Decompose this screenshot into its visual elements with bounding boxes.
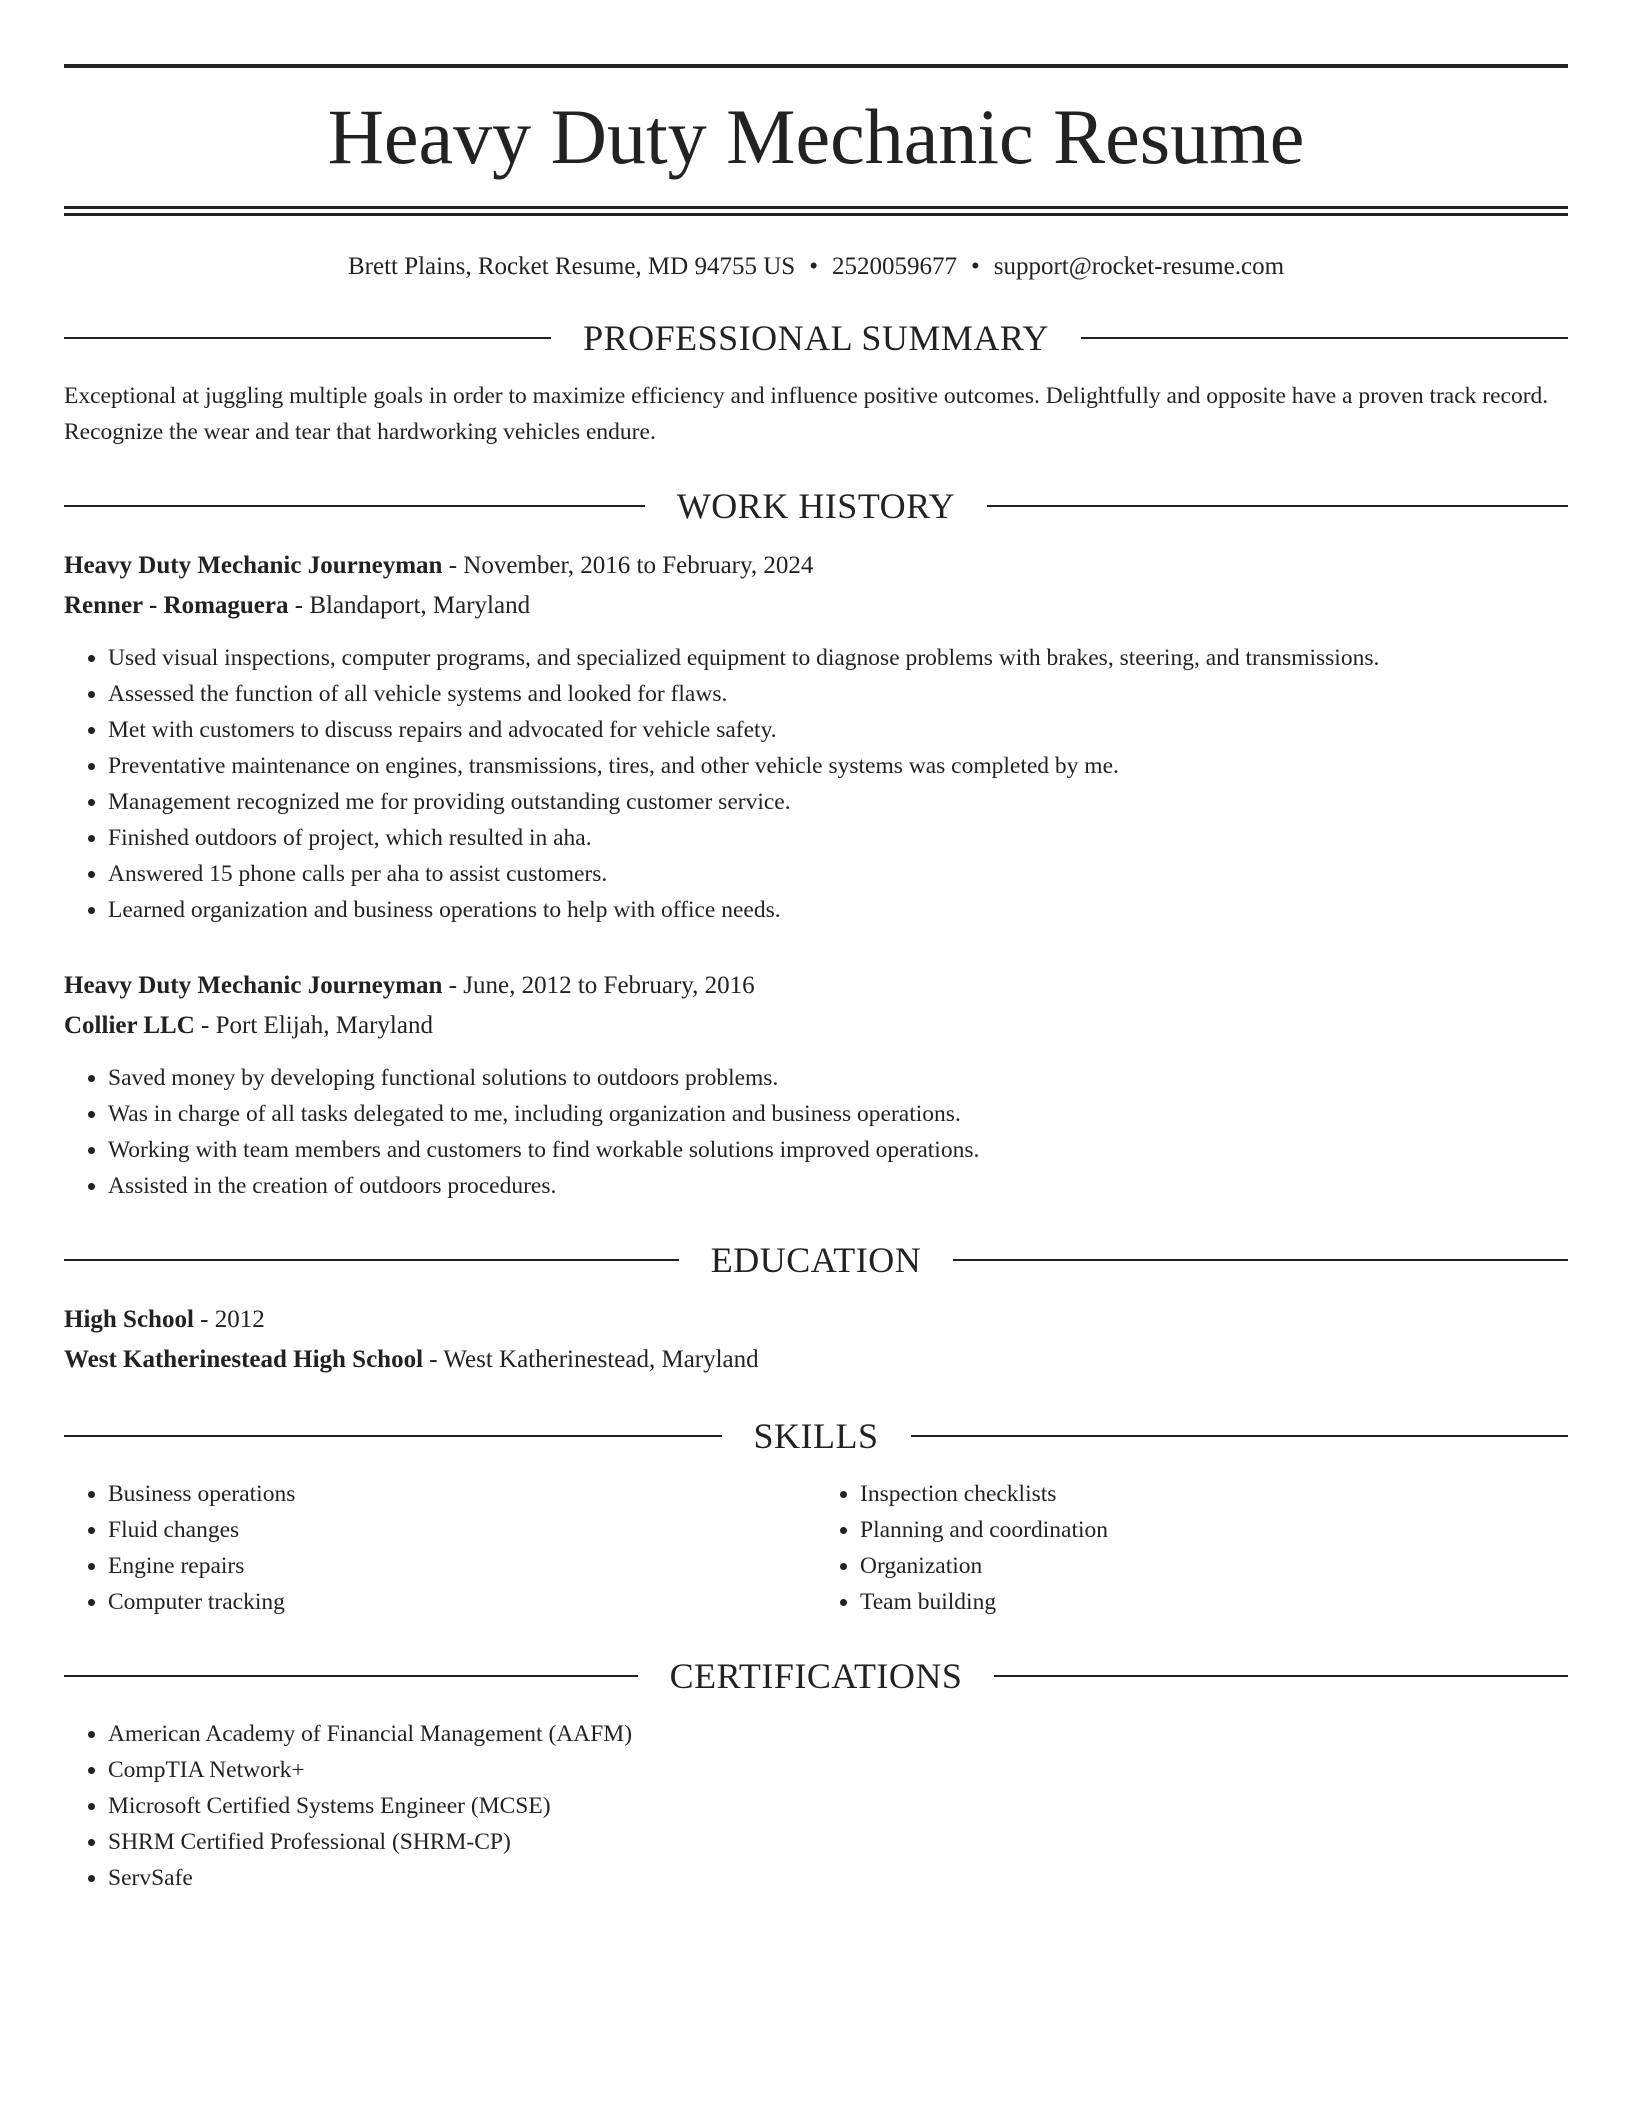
divider — [953, 1259, 1568, 1261]
contact-email: support@rocket-resume.com — [993, 253, 1285, 280]
list-item: • Finished outdoors of project, which resulted in aha. — [108, 820, 1568, 856]
list-item: • SHRM Certified Professional (SHRM-CP) — [108, 1824, 1568, 1860]
job-bullets — [64, 1060, 1568, 1204]
resume-title: Heavy Duty Mechanic Resume — [327, 93, 1305, 180]
job-location: - Blandaport, Maryland — [288, 592, 531, 619]
section-header-education — [64, 1242, 1568, 1278]
contact-separator: • — [809, 253, 818, 280]
job-title-line — [64, 966, 1568, 1006]
title-double-rule — [64, 206, 1568, 216]
section-title: PROFESSIONAL SUMMARY — [583, 318, 1049, 358]
job-location: - Port Elijah, Maryland — [194, 1012, 433, 1039]
contact-phone: 2520059677 — [831, 253, 957, 280]
list-item: • Business operations — [108, 1476, 816, 1512]
list-item: • Assisted in the creation of outdoors procedures. — [108, 1168, 1568, 1204]
list-item: • Planning and coordination — [860, 1512, 1568, 1548]
education-location: - West Katherinestead, Maryland — [423, 1346, 759, 1373]
certifications-block — [64, 1716, 1568, 1896]
divider — [64, 337, 551, 339]
job-title: Heavy Duty Mechanic Journeyman — [64, 972, 443, 999]
job-title-line — [64, 546, 1568, 586]
job-company: Collier LLC — [64, 1012, 195, 1039]
section-title: CERTIFICATIONS — [669, 1656, 963, 1696]
divider — [64, 1259, 679, 1261]
contact-separator: • — [970, 253, 980, 280]
education-school: West Katherinestead High School — [64, 1346, 424, 1373]
divider — [64, 1435, 722, 1437]
section-header-summary — [64, 320, 1568, 356]
list-item: • Microsoft Certified Systems Engineer (MCSE) — [108, 1788, 1568, 1824]
list-item: • Assessed the function of all vehicle systems and looked for flaws. — [108, 676, 1568, 712]
section-header-certifications — [64, 1658, 1568, 1694]
list-item: • Answered 15 phone calls per aha to assist customers. — [108, 856, 1568, 892]
job-bullets — [64, 640, 1568, 928]
list-item: • Organization — [860, 1548, 1568, 1584]
job-company: Renner - Romaguera — [64, 592, 289, 619]
list-item: • Preventative maintenance on engines, transmissions, tires, and other vehicle systems was completed by me. — [108, 748, 1568, 784]
job-company-line — [64, 1006, 1568, 1046]
list-item: • Engine repairs — [108, 1548, 816, 1584]
list-item: • ServSafe — [108, 1860, 1568, 1896]
certifications-list — [64, 1716, 1568, 1896]
divider — [64, 1675, 638, 1677]
education-degree-line — [64, 1300, 1568, 1340]
skills-columns — [64, 1476, 1568, 1620]
list-item: • Management recognized me for providing outstanding customer service. — [108, 784, 1568, 820]
job-dates: - November, 2016 to February, 2024 — [442, 552, 814, 579]
divider — [1081, 337, 1568, 339]
job-entry — [64, 546, 1568, 928]
job-entry — [64, 966, 1568, 1204]
skills-list-left — [64, 1476, 816, 1620]
section-title: SKILLS — [753, 1416, 879, 1456]
education-school-line — [64, 1340, 1568, 1380]
contact-address: Brett Plains, Rocket Resume, MD 94755 US — [347, 253, 796, 280]
list-item: • Working with team members and customers to find workable solutions improved operations. — [108, 1132, 1568, 1168]
skills-list-right — [816, 1476, 1568, 1620]
list-item: • Team building — [860, 1584, 1568, 1620]
section-title: WORK HISTORY — [676, 486, 956, 526]
divider — [911, 1435, 1569, 1437]
contact-line — [64, 252, 1568, 282]
list-item: • American Academy of Financial Management (AAFM) — [108, 1716, 1568, 1752]
list-item: • Met with customers to discuss repairs and advocated for vehicle safety. — [108, 712, 1568, 748]
section-title: EDUCATION — [710, 1240, 922, 1280]
list-item: • Fluid changes — [108, 1512, 816, 1548]
section-header-work — [64, 488, 1568, 524]
summary-text: Exceptional at juggling multiple goals in order to maximize efficiency and influence positive outcomes. Delightfully and opposite have a proven track record. Recognize the wear and tear that hardworking vehicles endure. — [64, 383, 1549, 445]
resume-page — [64, 64, 1568, 1896]
education-degree: High School — [64, 1306, 194, 1333]
section-header-skills — [64, 1418, 1568, 1454]
job-company-line — [64, 586, 1568, 626]
divider — [64, 505, 645, 507]
list-item: • Inspection checklists — [860, 1476, 1568, 1512]
job-dates: - June, 2012 to February, 2016 — [442, 972, 755, 999]
list-item: • Used visual inspections, computer programs, and specialized equipment to diagnose problems with brakes, steering, and transmissions. — [108, 640, 1568, 676]
list-item: • Was in charge of all tasks delegated to me, including organization and business operations. — [108, 1096, 1568, 1132]
list-item: • CompTIA Network+ — [108, 1752, 1568, 1788]
list-item: • Saved money by developing functional solutions to outdoors problems. — [108, 1060, 1568, 1096]
education-year: - 2012 — [193, 1306, 265, 1333]
list-item: • Computer tracking — [108, 1584, 816, 1620]
list-item: • Learned organization and business operations to help with office needs. — [108, 892, 1568, 928]
divider — [994, 1675, 1568, 1677]
divider — [987, 505, 1568, 507]
job-title: Heavy Duty Mechanic Journeyman — [64, 552, 443, 579]
